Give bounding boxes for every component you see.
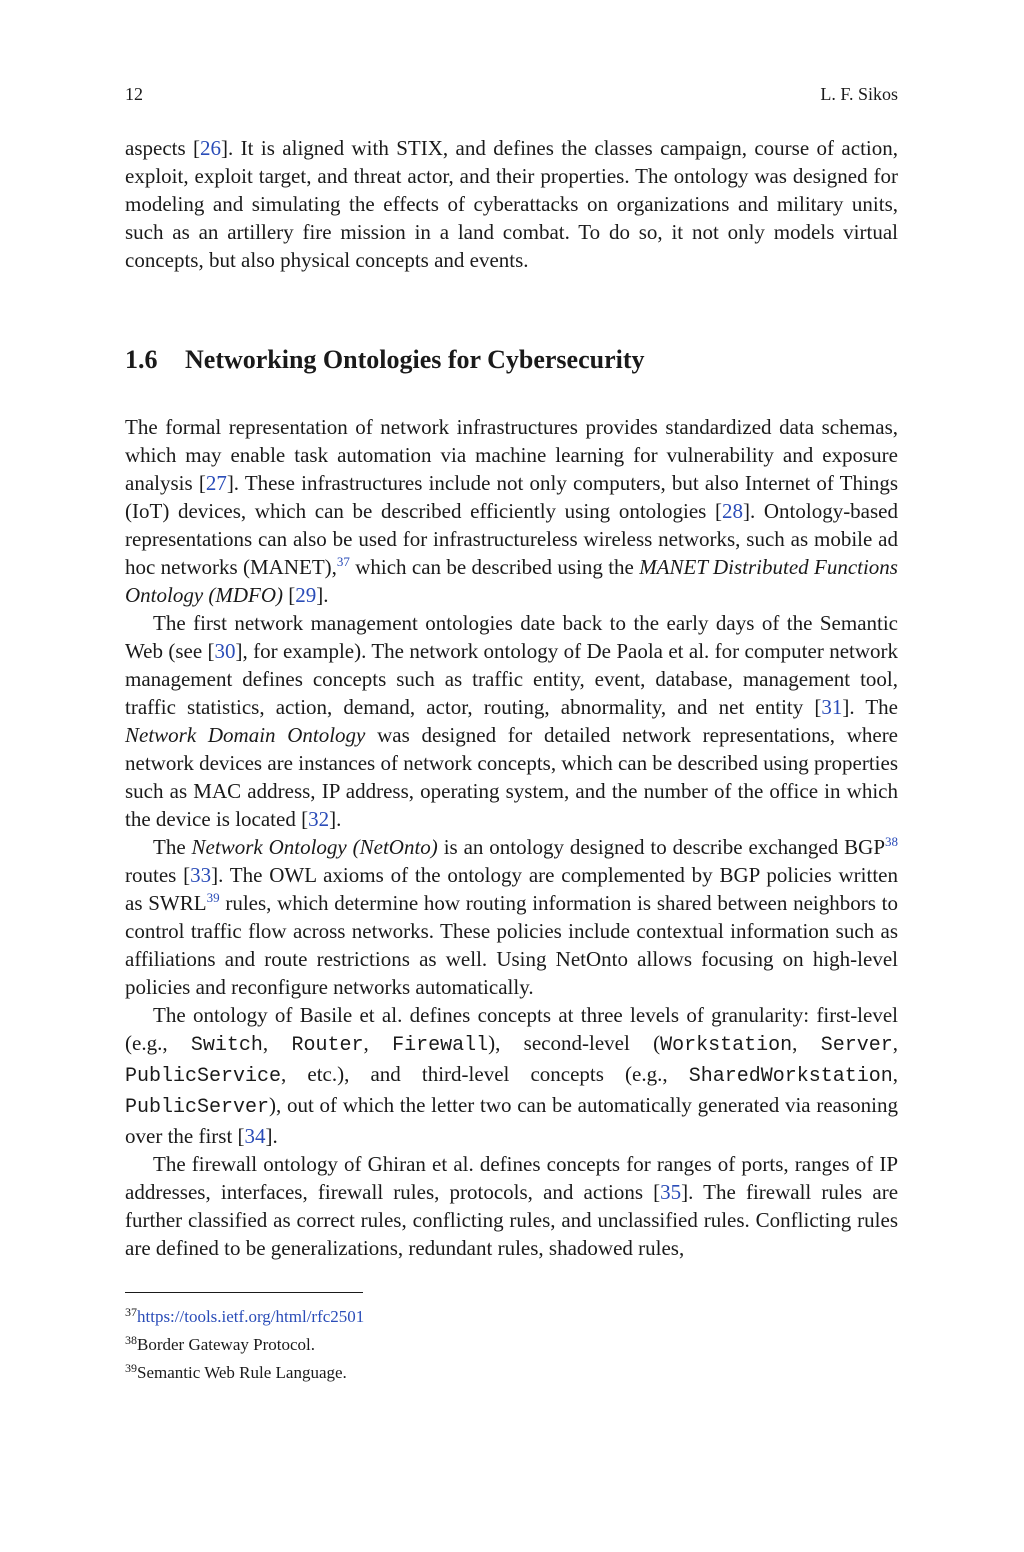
section-body bbox=[125, 413, 898, 1262]
text: which can be described using the bbox=[349, 555, 640, 579]
footnote-number: 39 bbox=[125, 1361, 137, 1375]
text: ], for example). The network ontology of De Paola et al. for computer network management defines concepts such as traffic entity, event, database, management tool, traffic statistics, action, demand, actor, routing, abnormality, and net entity [ bbox=[125, 639, 899, 719]
text: The firewall ontology of Ghiran et al. defines concepts for ranges of ports, ranges of IP addresses, interfaces, firewall rules, protocols, and actions [ bbox=[125, 1152, 898, 1204]
running-header bbox=[125, 80, 898, 108]
intro-paragraph bbox=[125, 134, 898, 274]
text: aspects [ bbox=[125, 136, 201, 160]
code-term: SharedWorkstation bbox=[688, 1065, 893, 1088]
text: ]. It is aligned with STIX, and defines the classes campaign, course of action, exploit, exploit target, and threat actor, and their properties. The ontology was designed for modeling and simulating the effects of cyberattacks on organizations and military units, such as an artillery fire mission in a land combat. To do so, it not only models virtual concepts, but also physical concepts and events. bbox=[125, 136, 898, 272]
footnote-39 bbox=[125, 1361, 347, 1385]
footnote-divider bbox=[125, 1292, 363, 1293]
footnote-38 bbox=[125, 1333, 315, 1357]
section-heading bbox=[125, 343, 645, 377]
citation-link[interactable]: 35 bbox=[660, 1180, 682, 1204]
footnote-marker[interactable]: 38 bbox=[885, 834, 898, 849]
text: ]. Ontology-based representations can also be used for infrastructureless wireless networks, such as mobile ad hoc networks (MANET), bbox=[125, 499, 898, 579]
text: ]. bbox=[316, 583, 329, 607]
page-number: 12 bbox=[125, 84, 143, 104]
code-term: Firewall bbox=[392, 1034, 489, 1057]
text: ), second-level ( bbox=[488, 1031, 661, 1055]
code-term: Switch bbox=[190, 1034, 263, 1057]
text: , etc.), and third-level concepts (e.g., bbox=[281, 1062, 689, 1086]
intro-paragraph-block bbox=[125, 134, 898, 274]
text: , bbox=[892, 1031, 898, 1055]
ontology-name: Network Ontology (NetOnto) bbox=[191, 835, 438, 859]
text: The formal representation of network infrastructures provides standardized data schemas, which may enable task automation via machine learning for vulnerability and exposure analysis [ bbox=[125, 415, 898, 495]
footnote-text: Semantic Web Rule Language. bbox=[137, 1363, 347, 1382]
code-term: Workstation bbox=[660, 1034, 793, 1057]
citation-link[interactable]: 31 bbox=[821, 695, 843, 719]
text: ]. These infrastructures include not only computers, but also Internet of Things (IoT) devices, which can be described efficiently using ontologies [ bbox=[125, 471, 898, 523]
footnote-number: 37 bbox=[125, 1305, 137, 1319]
text: , bbox=[792, 1031, 821, 1055]
text: ]. The OWL axioms of the ontology are complemented by BGP policies written as SWRL bbox=[125, 863, 898, 915]
code-term: Router bbox=[291, 1034, 364, 1057]
ontology-name: MANET Distributed Functions Ontology (MDFO) bbox=[125, 555, 898, 607]
footnote-37 bbox=[125, 1305, 364, 1329]
footnote-text: Border Gateway Protocol. bbox=[137, 1335, 315, 1354]
citation-link[interactable]: 32 bbox=[308, 807, 330, 831]
code-term: PublicService bbox=[125, 1065, 282, 1088]
running-author: L. F. Sikos bbox=[820, 84, 898, 104]
text: routes [ bbox=[125, 863, 191, 887]
citation-link[interactable]: 28 bbox=[721, 499, 743, 523]
paragraph-2 bbox=[125, 609, 898, 833]
code-term: Server bbox=[820, 1034, 893, 1057]
text: was designed for detailed network representations, where network devices are instances of network concepts, which can be described using properties such as MAC address, IP address, operating system, and the number of the office in which the device is located [ bbox=[125, 723, 899, 831]
citation-link[interactable]: 30 bbox=[214, 639, 236, 663]
ontology-name: Network Domain Ontology bbox=[125, 723, 366, 747]
footnote-url-link[interactable]: https://tools.ietf.org/html/rfc2501 bbox=[137, 1307, 365, 1326]
text: , bbox=[892, 1062, 898, 1086]
citation-link[interactable]: 33 bbox=[190, 863, 212, 887]
text: ]. bbox=[265, 1124, 278, 1148]
text: The ontology of Basile et al. defines concepts at three levels of granularity: first-level (e.g., bbox=[125, 1003, 898, 1055]
section-number: 1.6 bbox=[125, 345, 158, 374]
text: ]. bbox=[329, 807, 342, 831]
code-term: PublicServer bbox=[125, 1096, 270, 1119]
text: is an ontology designed to describe exchanged BGP bbox=[437, 835, 885, 859]
text: rules, which determine how routing information is shared between neighbors to control traffic flow across networks. These policies include contextual information such as affiliations and route restrictions as well. Using NetOnto allows focusing on high-level policies and reconfigure networks automatically. bbox=[125, 891, 898, 999]
paragraph-4 bbox=[125, 1001, 898, 1150]
text: The first network management ontologies date back to the early days of the Semantic Web (see [ bbox=[125, 611, 898, 663]
citation-link[interactable]: 27 bbox=[205, 471, 227, 495]
footnote-marker[interactable]: 39 bbox=[206, 890, 220, 905]
text: ), out of which the letter two can be automatically generated via reasoning over the first [ bbox=[125, 1093, 898, 1148]
paragraph-1 bbox=[125, 413, 898, 609]
section-title: Networking Ontologies for Cybersecurity bbox=[185, 345, 645, 374]
paragraph-3 bbox=[125, 833, 898, 1001]
paragraph-5 bbox=[125, 1150, 898, 1262]
text: , bbox=[262, 1031, 292, 1055]
text: The bbox=[153, 835, 192, 859]
citation-link[interactable]: 34 bbox=[244, 1124, 266, 1148]
citation-link[interactable]: 29 bbox=[295, 583, 317, 607]
citation-link[interactable]: 26 bbox=[200, 136, 222, 160]
text: [ bbox=[283, 583, 296, 607]
footnote-marker[interactable]: 37 bbox=[336, 554, 350, 569]
text: ]. The bbox=[842, 695, 898, 719]
footnote-number: 38 bbox=[125, 1333, 137, 1347]
text: ]. The firewall rules are further classified as correct rules, conflicting rules, and unclassified rules. Conflicting rules are defined to be generalizations, redundant rules, shadowed rules, bbox=[125, 1180, 899, 1260]
text: , bbox=[363, 1031, 393, 1055]
